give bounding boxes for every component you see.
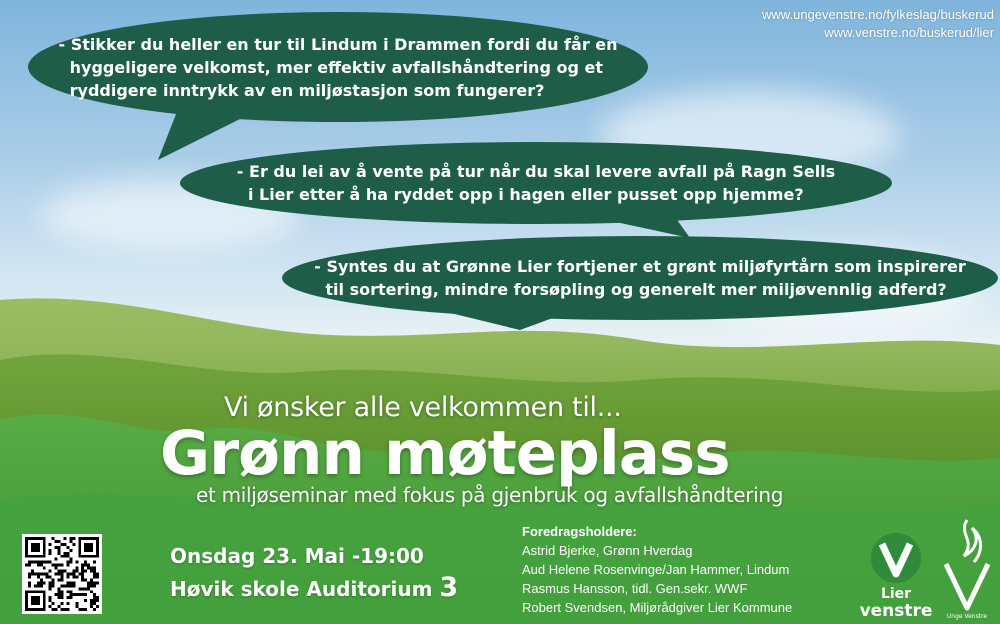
qr-code[interactable] [22,534,102,614]
speech-bubble-1 [28,12,648,122]
lier-venstre-logo [856,530,936,622]
event-room-number: 3 [439,572,459,603]
bubble-1-text: - Stikker du heller en tur til Lindum i Drammen fordi du får en hyggeligere velkomst, mer effektiv avfallshåndtering og et ryddigere inntrykk av en miljøstasjon som fungerer? [58,34,618,100]
unge-venstre-logo [936,516,998,622]
speech-bubble-2 [180,142,892,224]
event-title: Grønn møteplass [160,418,730,489]
event-subtitle: et miljøseminar med fokus på gjenbruk og avfallshåndtering [196,483,784,507]
lier-logo-line2: venstre [859,601,933,621]
lier-logo-line1: Lier [880,586,912,602]
bubble-3-tail [430,308,580,332]
speaker-item: Astrid Bjerke, Grønn Hverdag [522,543,693,558]
bubble-3-text: - Syntes du at Grønne Lier fortjener et grønt miljøfyrtårn som inspirerer til sortering, mindre forsøpling og generelt mer miljøvennlig adferd? [314,257,966,299]
url-fylkeslag[interactable]: www.ungevenstre.no/fylkeslag/buskerud [762,7,994,22]
website-links [762,6,994,42]
speakers-header: Foredragsholdere: [522,524,637,539]
speaker-item: Robert Svendsen, Miljørådgiver Lier Kommune [522,600,793,615]
welcome-text: Vi ønsker alle velkommen til... [224,392,622,423]
speech-bubble-3 [282,236,998,320]
speaker-item: Rasmus Hansson, tidl. Gen.sekr. WWF [522,581,748,596]
event-place-line [170,572,458,605]
bubble-1-tail [150,104,270,160]
event-place: Høvik skole Auditorium [170,577,433,601]
unge-venstre-label: Unge Venstre [946,613,988,620]
event-details [170,540,458,605]
speaker-item: Aud Helene Rosenvinge/Jan Hammer, Lindum [522,562,790,577]
url-lier[interactable]: www.venstre.no/buskerud/lier [824,25,994,40]
bubble-2-text: - Er du lei av å vente på tur når du skal levere avfall på Ragn Sells i Lier etter å ha ryddet opp i hagen eller pusset opp hjemme? [236,162,836,204]
qr-code-pattern [25,537,99,611]
event-date: Onsdag 23. Mai -19:00 [170,544,424,568]
speakers-list [522,522,792,617]
